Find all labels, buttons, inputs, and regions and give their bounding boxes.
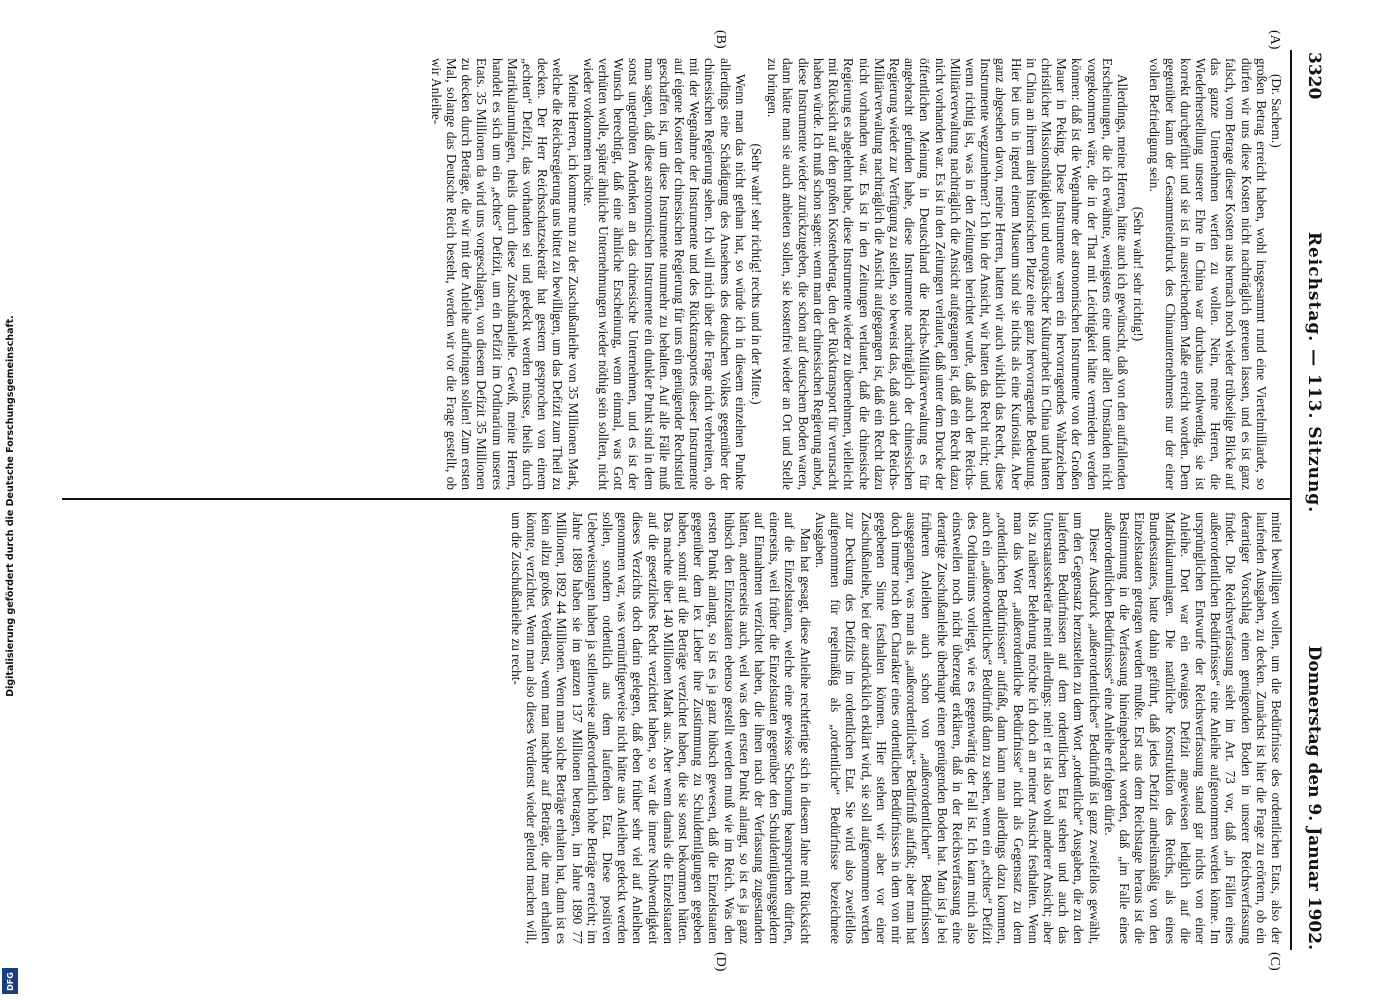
header-rule <box>1290 50 1292 950</box>
dfg-logo-text: DFG <box>5 971 15 991</box>
interjection: (Sehr wahr! sehr richtig! rechts und in der Mitte.) <box>749 143 765 405</box>
margin-marker-c: (C) <box>1267 952 1282 971</box>
dfg-logo <box>2 968 18 994</box>
column-separator <box>62 498 1290 500</box>
interjection: (Sehr wahr! sehr richtig!) <box>1131 206 1147 342</box>
left-column <box>62 58 1284 490</box>
header-date: Donnerstag den 9. Januar 1902. <box>1304 645 1324 950</box>
margin-marker-b: (B) <box>713 30 728 49</box>
page-header <box>1294 52 1324 950</box>
digitization-credit-strip <box>0 0 20 1000</box>
paragraph: Meine Herren, ich komme nun zu der Zuschußanleihe von 35 Millionen Mark, welche die Reichsregierung uns bittet zu bewilligen, um das Defizit zum Theil zu decken. Der Herr Reichsschatzsekretär hat gestern gesprochen von einem „echten“ Defizit, das vorhanden sei und gedeckt werden müsse, theils durch Matrikularumlagen, theils durch diese Zuschußanleihe. Gewiß, meine Herren, handelt es sich um ein „echtes“ Defizit, um ein Defizit im Ordinarium unseres Etats. 35 Millionen da wird uns vorgeschlagen, von diesem Defizit 35 Millionen zu decken durch Beträge, die wir mit der Anleihe aufbringen sollen! Zum ersten Mal, solange das Deutsche Reich besteht, werden wir vor die Frage gestellt, ob wir Anleihe- <box>428 58 581 490</box>
digitization-credit: Digitalisierung gefördert durch die Deutsche Forschungsgemeinschaft. <box>5 315 16 697</box>
rotated-page-container <box>46 20 1336 980</box>
paragraph: Man hat gesagt, diese Anleihe rechtfertige sich in diesem Jahre mit Rücksicht auf die Einzelstaaten, welche eine gewisse Schonung beanspruchen dürften, einerseits, weil früher die Einzelstaaten gegenüber den Schuldentilgungsgeldern auf Einnahmen verzichtet haben, die ihnen nach der Verfassung zugestanden hätten, andererseits auch, weil was den ersten Punkt anlangt, so ist es ja ganz hübsch den Einzelstaaten ebenso gestellt werden muß wie im Reich. Was den ersten Punkt anlangt, so ist es ja ganz hübsch gewesen, daß die Einzelstaaten gegenüber dem lex Lieber ihre Zustimmung zu Schuldentilgungen gegeben haben, somit auf die Beträge verzichtet haben, die sie sonst bekommen hätten. Das machte über 140 Millionen Mark aus. Aber wenn damals die Einzelstaaten auf die gesetzliches Recht verzichtet haben, so war die innere Nothwendigkeit dieses Verzichts doch darin gelegen, daß eben früher sehr viel auf Anleihen genommen war, was vernünftigerweise nicht hätte aus Anleihen gedeckt werden sollen, sondern ordentlich aus dem laufenden Etat. Diese positiven Ueberweisungen haben ja stellenweise außerordentlich hohe Beträge erreicht; im Jahre 1889 haben sie im ganzen 137 Millionen betragen, im Jahre 1890 77 Millionen, 1892 44 Millionen. Wenn man solche Beträge erhalten hat, dann ist es kein allzu großes Verdienst, wenn man nachher auf Beträge, die man erhalten könnte, verzichtet. Wenn man also dieses Verdienst wieder geltend machen will, um die Zuschußanleihe zu recht- <box>508 512 813 944</box>
speaker-label: (Dr. Sachem.) <box>1269 74 1284 148</box>
header-title: Reichstag. — 113. Sitzung. <box>1304 231 1324 514</box>
paragraph: mittel bewilligen wollen, um die Bedürfnisse des ordentlichen Etats, also der laufenden Ausgaben, zu decken. Zunächst ist hier die Frage zu erörtern, ob ein derartiger Vorschlag einen genügenden Boden in unserer Reichsverfassung findet. Die Reichsverfassung sieht im Art. 73 vor, daß „in Fällen eines außerordentlichen Bedürfnisses“ eine Anleihe aufgenommen werden könne. Im ursprünglichen Entwurfe der Reichsverfassung stand gar nichts von einer Anleihe. Dort war ein etwaiges Defizit angewiesen lediglich auf die Matrikularumlagen. Die natürliche Konstruktion des Reichs, als eines Bundesstaates, hatte dahin geführt, daß jedes Defizit antheilsmäßig von den Einzelstaaten getragen werden mußte. Erst aus dem Reichstage heraus ist die Bestimmung in die Verfassung hineingebracht worden, daß „im Falle eines außerordentlichen Bedürfnisses“ eine Anleihe erfolgen dürfe. <box>1101 512 1284 944</box>
margin-marker-a: (A) <box>1267 30 1282 50</box>
margin-marker-d: (D) <box>713 952 728 972</box>
right-column <box>62 512 1284 944</box>
paragraph: Wenn man das nicht gethan hat, so würde ich in diesem einzelnen Punkte allerdings eine Schädigung des Ansehens des deutschen Volkes gegenüber der chinesischen Regierung sehen. Ich will mich über die Frage nicht verbreiten, ob mit der Wegnahme der Instrumente und des Rücktransportes dieser Instrumente auf eigene Kosten der chinesischen Regierung für uns ein genügender Rechtstitel geschaffen ist, um diese Instrumente nunmehr zu behalten. Auf alle Fälle muß man sagen, daß diese astronomischen Instrumente ein dunkler Punkt sind in dem sonst ungetrübten Andenken an das chinesische Unternehmen, und es ist der Wunsch berechtigt, daß eine ähnliche Erscheinung, wenn einmal, was Gott verhüten wolle, später ähnliche Unternehmungen wieder nöthig sein sollten, nicht wieder vorkommen möchte. <box>580 58 748 490</box>
paragraph: großen Betrag erreicht haben, wohl insgesammt rund eine Viertelmilliarde, so dürfen wir uns diese Kosten nicht nachträglich gereuen lassen, und es ist ganz falsch, vom Betrage dieser Kosten aus hernach noch wieder trübselige Blicke auf das ganze Unternehmen werfen zu wollen. Nein, meine Herren, die Wiederherstellung unserer Ehre in China war durchaus nothwendig, sie ist korrekt durchgeführt und sie ist in ausreichendem Maße erreicht worden. Dem gegenüber kann der Gesammteindruck des Chinaunternehmens nur der einer vollen Befriedigung sein. <box>1147 58 1269 490</box>
page-number: 3320 <box>1304 52 1324 100</box>
paragraph: Dieser Ausdruck „außerordentliches“ Bedürfniß ist ganz zweifellos gewählt, um den Gegensatz herzustellen zu dem Wort „ordentliche“ Ausgaben, die zu den laufenden Bedürfnissen auf dem ordentlichen Etat stehen und auch das Unterstaatssekretär meint allerdings: nein! er ist also wohl anderer Ansicht; aber bis zu näherer Belehrung möchte ich doch an meiner Ansicht festhalten. Wenn man das Wort „außerordentliche Bedürfnisse“ nicht als Gegensatz zu dem „ordentlichen Bedürfnissen“ auffaßt, dann kann man allerdings dazu kommen, auch ein „außerordentliches“ Bedürfniß dann zu sehen, wenn ein „echtes“ Defizit des Ordinariums vorliegt, wie es gegenwärtig der Fall ist. Ich kann mich also einstweilen noch nicht überzeugt erklären, daß in der Reichsverfassung eine derartige Zuschußanleihe überhaupt einen genügenden Boden hat. Man ist ja bei früheren Anleihen auch schon von „außerordentlichen“ Bedürfnissen ausgegangen, was man als „außerordentliches“ Bedürfniß auffaßt; aber man hat doch immer noch den Charakter eines ordentlichen Bedürfnisses in dem von mir gegebenen Sinne festhalten können. Hier stehen wir aber vor einer Zuschußanleihe, bei der ausdrücklich erklärt wird, sie soll aufgenommen werden zur Deckung des Defizits im ordentlichen Etat. Sie wird also zweifellos aufgenommen für regelmäßig als „ordentliche“ Bedürfnisse bezeichnete Ausgaben. <box>812 512 1102 944</box>
paragraph: Allerdings, meine Herren, hätte auch ich gewünscht, daß von den auffallenden Erscheinungen, die ich erwähnte, wenigstens eine unter allen Umständen nicht vorgekommen wäre, die in der That mit Leichtigkeit hätte vermieden werden können: daß ist die Wegnahme der astronomischen Instrumente von der Großen Mauer in Peking. Diese Instrumente waren ein hervorragendes Wahrzeichen christlicher Missionsthätigkeit und europäischer Kulturarbeit in China und hatten in China an ihrem alten historischen Platze eine ganz hervorragende Bedeutung. Hier bei uns in irgend einem Museum sind sie nichts als eine Kuriosität. Aber ganz abgesehen davon, meine Herren, hatten wir auch wirklich das Recht, diese Instrumente wegzunehmen? Ich bin der Ansicht, wir hatten das Recht nicht; und wenn richtig ist, was in den Zeitungen berichtet wurde, daß auch der Reichs-Militärverwaltung nachträglich die Ansicht aufgegangen ist, daß ein Recht dazu nicht vorhanden war. Es ist in den Zeitungen verlautet, daß unter dem Drucke der öffentlichen Meinung in Deutschland die Reichs-Militärverwaltung es für angebracht gefunden habe, diese Instrumente nachträglich der chinesischen Regierung wieder zur Verfügung zu stellen, so beweist das, daß auch der Reichs-Militärverwaltung nachträglich die Ansicht aufgegangen ist, daß ein Recht dazu nicht vorhanden war. Es ist in den Zeitungen verlautet, daß die chinesische Regierung es abgelehnt habe, diese Instrumente wieder zu übernehmen, vielleicht mit Rücksicht auf den großen Kostenbetrag, den der Rücktransport für verursacht haben würde. Ich muß schon sagen: wenn man der chinesischen Regierung anbot, diese Instrumente wieder zurückzugeben, die schon auf deutschem Boden waren, dann hätte man sie auch anbieten sollen, sie kostenfrei wieder an Ort und Stelle zu bringen. <box>765 58 1130 490</box>
newspaper-page <box>46 20 1336 980</box>
